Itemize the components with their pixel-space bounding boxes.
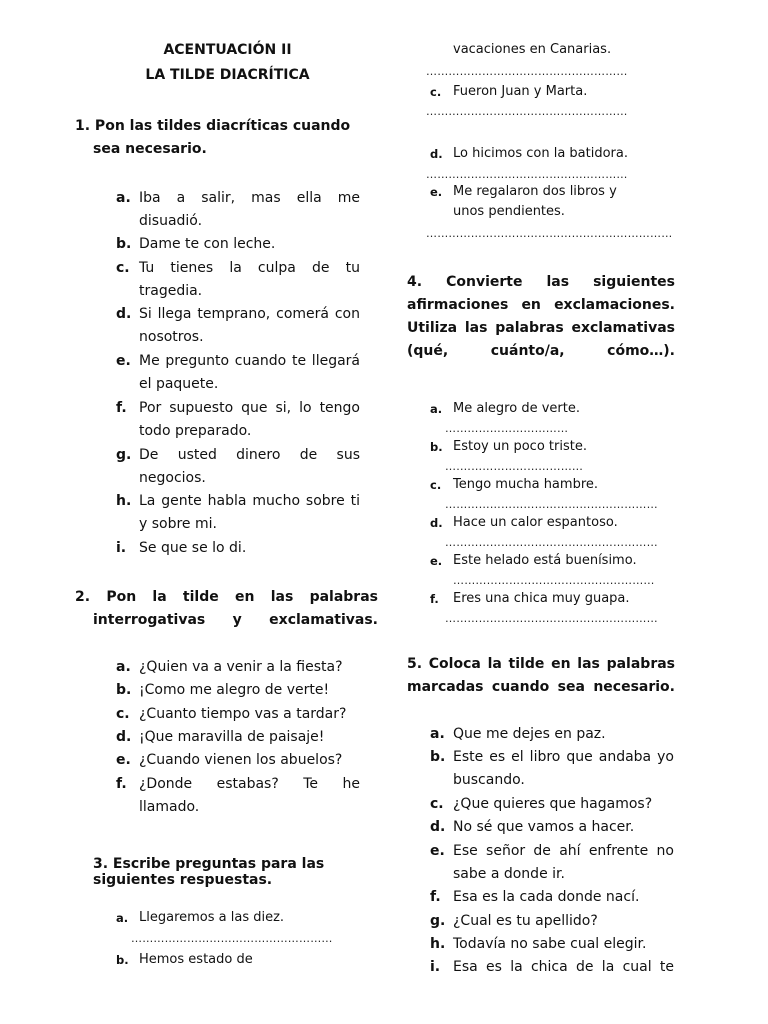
- exercise-5-prompt: 5. Coloca la tilde en las palabras marcadas cuando sea necesario.: [407, 656, 675, 695]
- list-item: c. ¿Que quieres que hagamos?: [430, 796, 653, 812]
- list-item-continuation: vacaciones en Canarias.: [453, 42, 612, 57]
- list-item: f. Esa es la cada donde nací.: [430, 889, 640, 905]
- list-item: c. Tu tienes la culpa de tu tragedia.: [116, 260, 360, 300]
- exercise-2-prompt: 2. Pon la tilde en las palabras interrogativas y exclamativas.: [75, 589, 378, 628]
- list-item: f. ¿Donde estabas? Te he llamado.: [116, 776, 360, 816]
- list-item: e. Me pregunto cuando te llegará el paquete.: [116, 353, 360, 393]
- list-item: d. Si llega temprano, comerá con nosotros.: [116, 306, 360, 346]
- worksheet-subtitle: LA TILDE DIACRÍTICA: [145, 67, 310, 83]
- exercise-3-prompt: 3. Escribe preguntas para las siguientes respuestas.: [93, 856, 325, 888]
- worksheet-title: ACENTUACIÓN II: [163, 42, 292, 58]
- answer-line[interactable]: ………………………………………………: [426, 168, 628, 181]
- answer-line[interactable]: ……………………………: [445, 422, 569, 435]
- answer-line[interactable]: …………………………………………………………: [426, 227, 673, 240]
- answer-line[interactable]: ………………………………………………: [426, 65, 628, 78]
- answer-line[interactable]: ………………………………………………: [453, 574, 655, 587]
- list-item: a. ¿Quien va a venir a la fiesta?: [116, 659, 343, 675]
- list-item: a. Que me dejes en paz.: [430, 726, 606, 742]
- list-item: h. Todavía no sabe cual elegir.: [430, 936, 647, 952]
- exercise-1-prompt: 1. Pon las tildes diacríticas cuando sea necesario.: [75, 118, 351, 157]
- list-item: b. ¡Como me alegro de verte!: [116, 682, 330, 698]
- answer-line[interactable]: ………………………………………………: [426, 105, 628, 118]
- list-item: b. Este es el libro que andaba yo buscando.: [430, 749, 674, 789]
- exercise-4-prompt: 4. Convierte las siguientes afirmaciones en exclamaciones. Utiliza las palabras exclamativas (qué, cuánto/a, cómo…).: [407, 274, 675, 359]
- answer-line[interactable]: …………………………………………………: [445, 498, 658, 511]
- answer-line[interactable]: …………………………………………………: [445, 536, 658, 549]
- list-item: c. ¿Cuanto tiempo vas a tardar?: [116, 706, 347, 722]
- answer-line[interactable]: …………………………………………………: [445, 612, 658, 625]
- list-item: i. Esa es la chica de la cual te: [430, 959, 674, 975]
- list-item: i. Se que se lo di.: [116, 540, 247, 556]
- list-item: e. ¿Cuando vienen los abuelos?: [116, 752, 343, 768]
- worksheet-page: ACENTUACIÓN II LA TILDE DIACRÍTICA 1. Pon las tildes diacríticas cuando sea necesario. a. Iba a salir, mas ella me disuadió. b. Dame te con leche. c. Tu tienes la culpa de tu tragedia. d. Si llega temprano, comerá con nosotros. e. Me pregunto cuando te llegará el paquete. f. Por supuesto que si, lo tengo todo preparado. g. De usted dinero de sus negocios. h. La gente habla mucho sobre ti y sobre mi. i. Se que se lo di. 2. Pon la tilde en las palabras interrogativas y exclamativas. a. ¿Quien va a venir a la fiesta? b. ¡Como me alegro de verte! c. ¿Cuanto tiempo vas a tardar? d. ¡Que maravilla de paisaje! e. ¿Cuando vienen los abuelos? f. ¿Donde estabas? Te he llamado. 3. Escribe preguntas para las siguientes respuestas. a. Llegaremos a las diez. ……………………………………………… b. Hemos estado de vacaciones en Canarias. ……………………………………………… c. Fueron Juan y Marta. ……………………………………………… d. Lo hicimos con la batidora. ……………………………………………… e. Me regalaron dos libros y unos pendientes. ………………………………………………………… 4. Convierte las siguientes afirmaciones en exclamaciones. Utiliza las palabras exclamativas (qué, cuánto/a, cómo…). a. Me alegro de verte. …………………………… b. Estoy un poco triste. ….…………………………… c. Tengo mucha hambre. ………………………………………………… d. Hace un calor espantoso. ………………………………………………… e. Este helado está buenísimo. ……………………………………………… f. Eres una chica muy guapa. ………………………………………………… 5. Coloca la tilde en las palabras marcadas cuando sea necesario. a. Que me dejes en paz. b. Este es el libro que andaba yo buscando. c. ¿Que quieres que hagamos? d. No sé que vamos a hacer. e. Ese señor de ahí enfrente no sabe a donde ir. f. Esa es la cada donde nací. g. ¿Cual es tu apellido? h. Todavía no sabe cual elegir. i. Esa es la chica de la cual te: [0, 0, 768, 1024]
- list-item: b. Dame te con leche.: [116, 236, 276, 252]
- answer-line[interactable]: ….……………………………: [445, 460, 584, 473]
- list-item: g. ¿Cual es tu apellido?: [430, 913, 598, 929]
- list-item: f. Por supuesto que si, lo tengo todo preparado.: [116, 400, 360, 440]
- list-item: g. De usted dinero de sus negocios.: [116, 447, 360, 487]
- list-item: d. No sé que vamos a hacer.: [430, 819, 635, 835]
- list-item: h. La gente habla mucho sobre ti y sobre mi.: [116, 493, 360, 533]
- list-item: e. Ese señor de ahí enfrente no sabe a donde ir.: [430, 843, 674, 883]
- answer-line[interactable]: ………………………………………………: [131, 932, 333, 945]
- list-item: d. ¡Que maravilla de paisaje!: [116, 729, 325, 745]
- list-item: a. Iba a salir, mas ella me disuadió.: [116, 190, 360, 230]
